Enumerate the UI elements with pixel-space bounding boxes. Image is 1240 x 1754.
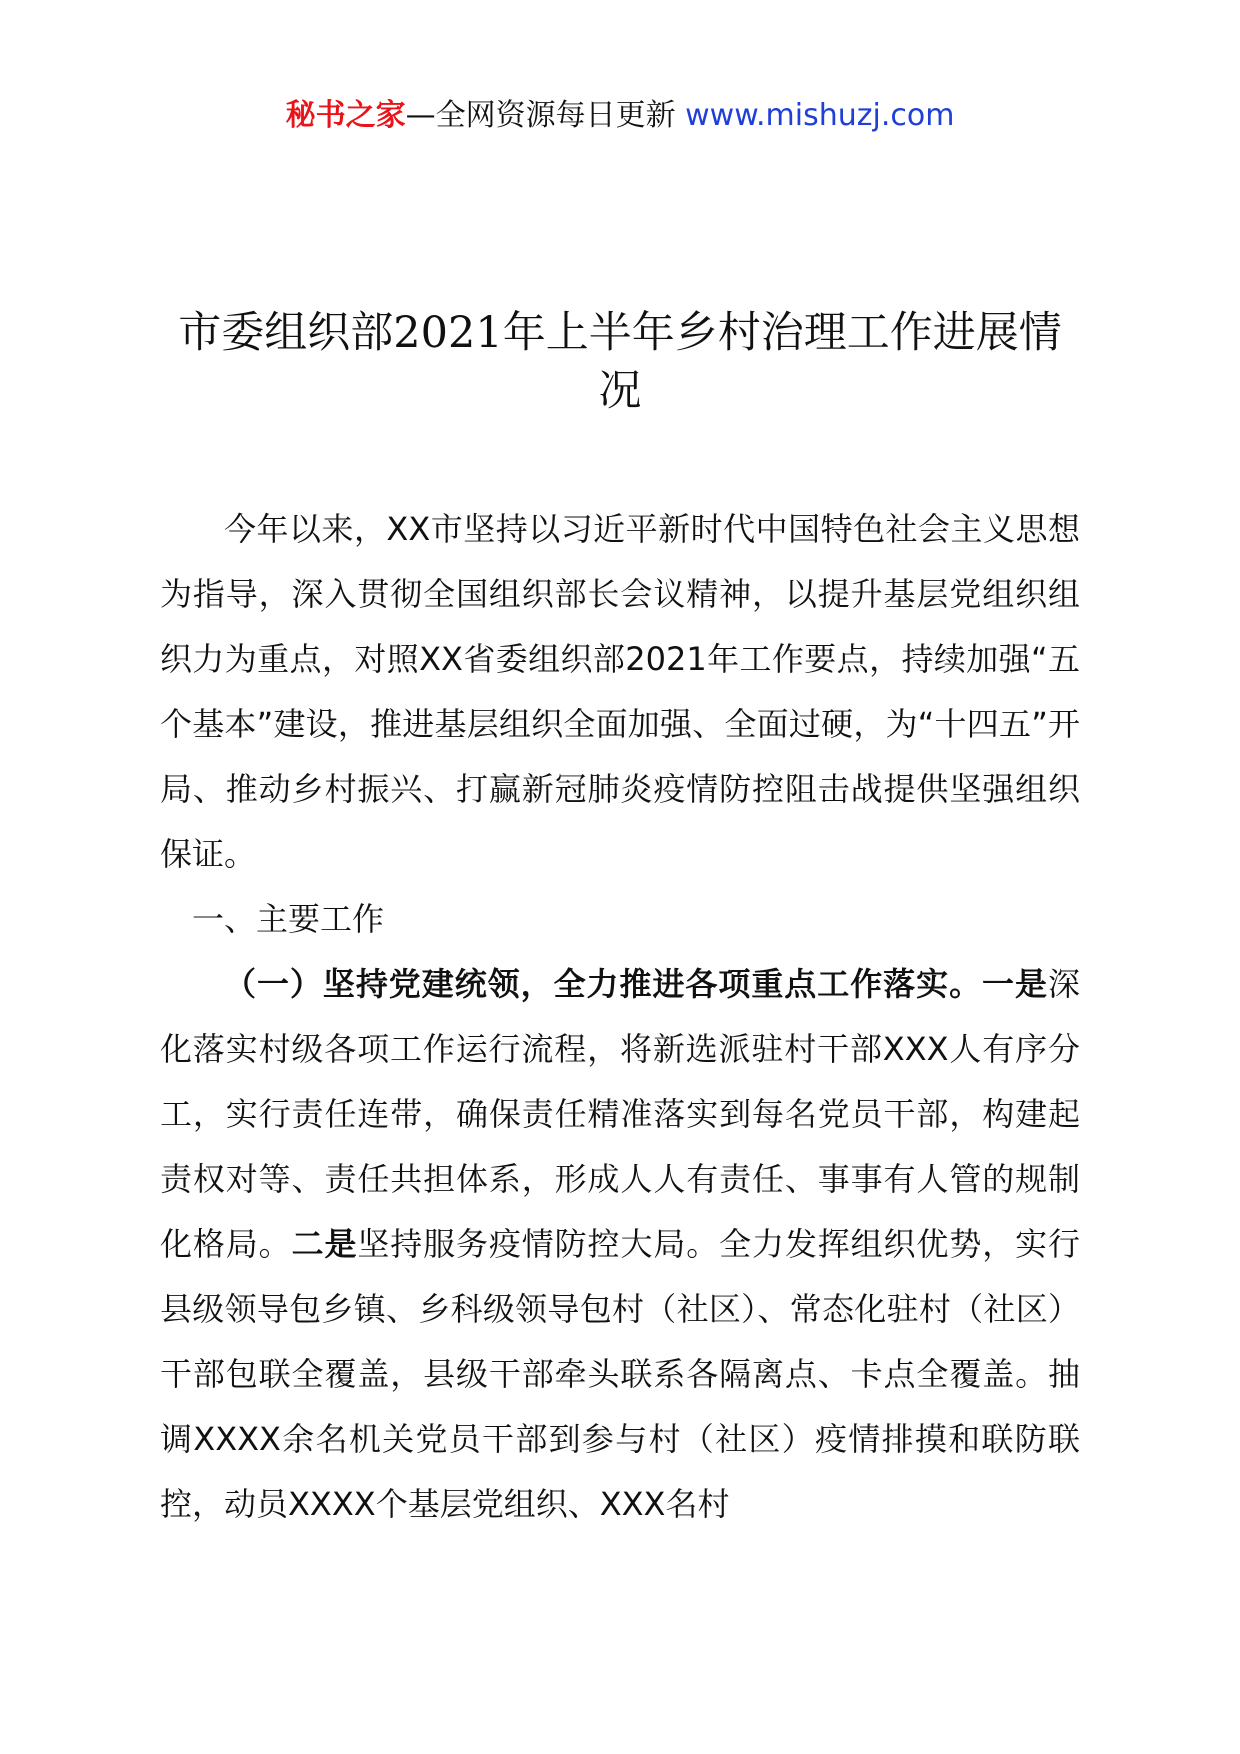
point-one-label: 一是 (982, 965, 1048, 1003)
point-two-text: 坚持服务疫情防控大局。全力发挥组织优势，实行县级领导包乡镇、乡科级领导包村（社区）、常态化驻村（社区）干部包联全覆盖，县级干部牵头联系各隔离点、卡点全覆盖。抽调XXXX余名机关党员干部到参与村（社区）疫情排摸和联防联控，动员XXXX个基层党组织、XXX名村 (160, 1225, 1080, 1523)
point-two-label: 二是 (291, 1225, 358, 1263)
site-url-link[interactable]: www.mishuzj.com (685, 98, 955, 133)
site-tagline: —全网资源每日更新 (405, 98, 686, 133)
intro-paragraph: 今年以来，XX市坚持以习近平新时代中国特色社会主义思想为指导，深入贯彻全国组织部长会议精神，以提升基层党组织组织力为重点，对照XX省委组织部2021年工作要点，持续加强“五个基本”建设，推进基层组织全面加强、全面过硬，为“十四五”开局、推动乡村振兴、打赢新冠肺炎疫情防控阻击战提供坚强组织保证。 (160, 510, 1080, 873)
point-one-text: 深化落实村级各项工作运行流程，将新选派驻村干部XXX人有序分工，实行责任连带，确保责任精准落实到每名党员干部，构建起责权对等、责任共担体系，形成人人有责任、事事有人管的规制化格局。 (160, 965, 1080, 1263)
subsection-heading: （一）坚持党建统领，全力推进各项重点工作落实。 (224, 965, 983, 1003)
subsection-paragraph (160, 952, 1080, 1537)
document-body (160, 497, 1080, 1537)
document-title: 市委组织部2021年上半年乡村治理工作进展情况 (178, 308, 1062, 416)
site-header (0, 96, 1240, 136)
section-heading-main-work: 一、主要工作 (192, 900, 385, 938)
site-brand: 秘书之家 (285, 98, 406, 133)
